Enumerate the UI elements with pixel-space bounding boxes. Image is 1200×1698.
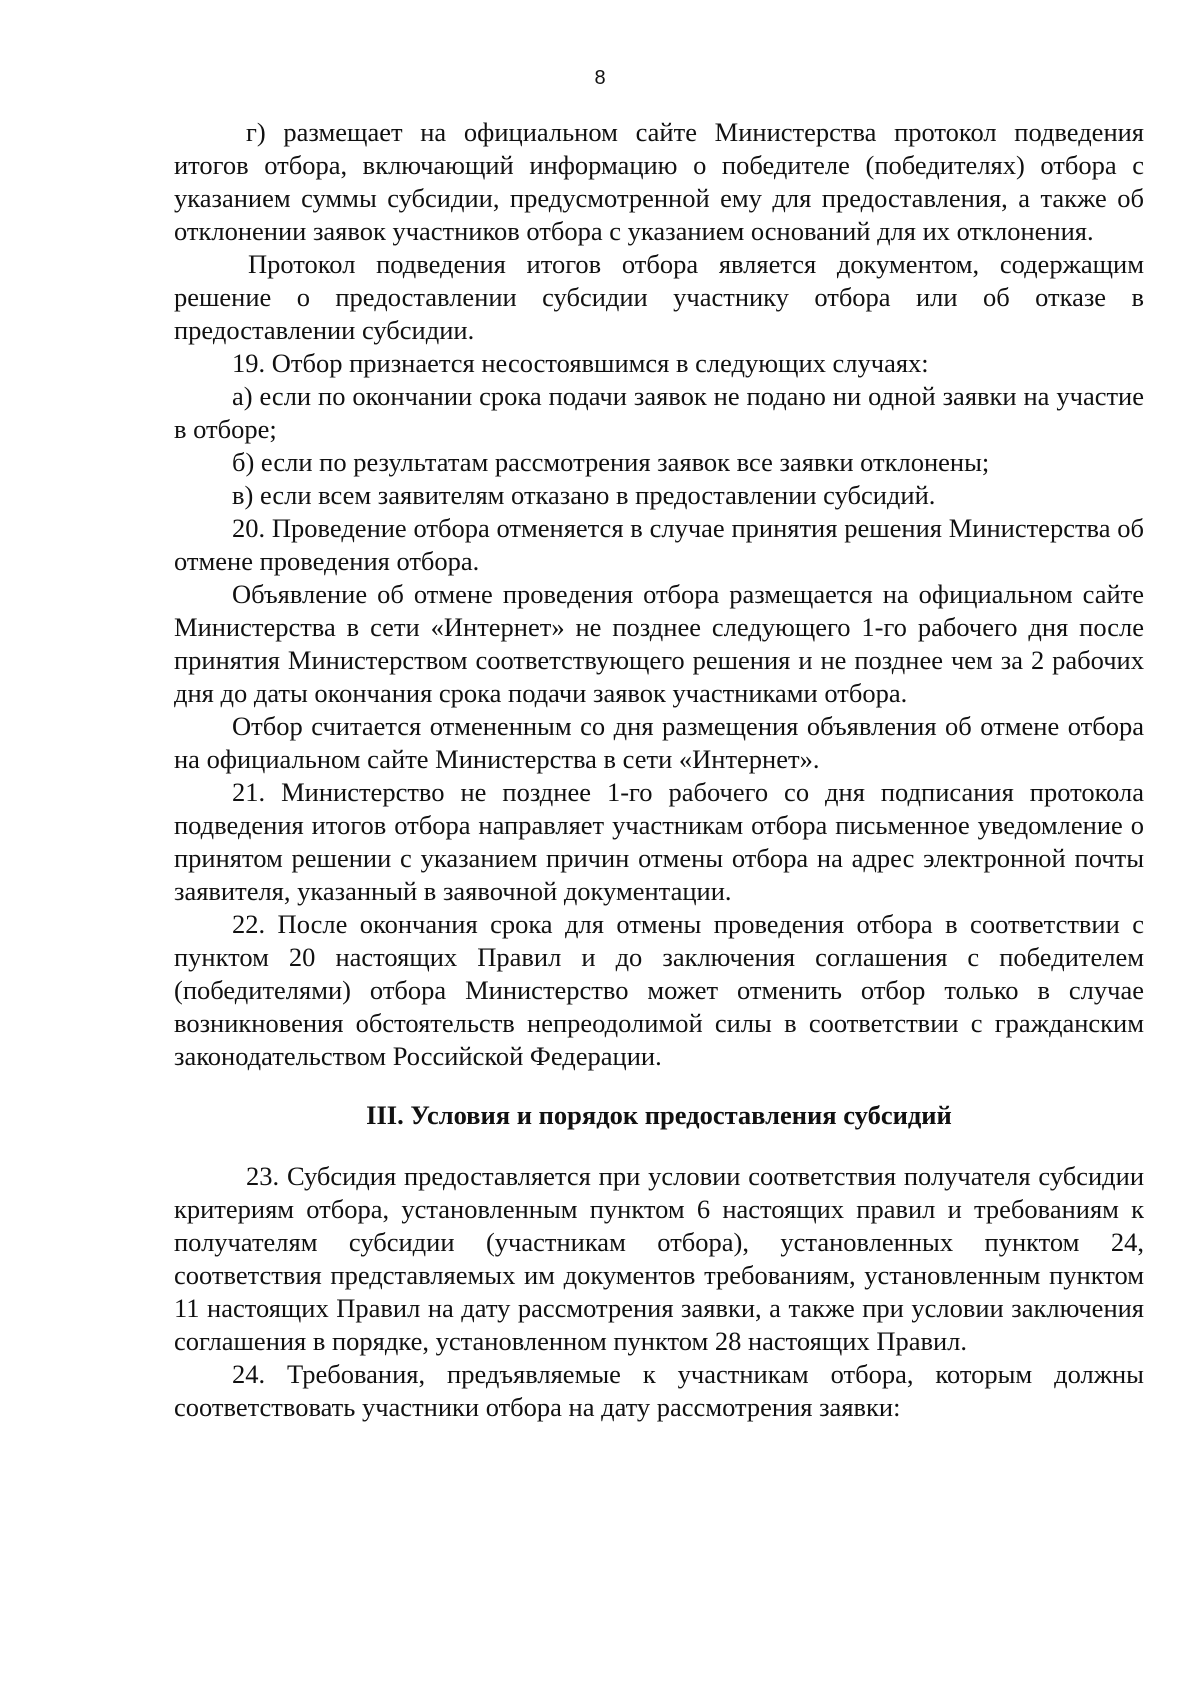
- paragraph: 19. Отбор признается несостоявшимся в следующих случаях:: [232, 348, 929, 378]
- section-heading: III. Условия и порядок предоставления субсидий: [366, 1100, 952, 1130]
- paragraph: Объявление об отмене проведения отбора размещается на официальном сайте Министерства в сети «Интернет» не позднее следующего 1-го рабочего дня после принятия Министерством соответствующего решения и не позднее чем за 2 рабочих дня до даты окончания срока подачи заявок участниками отбора.: [174, 579, 1144, 708]
- paragraph: б) если по результатам рассмотрения заявок все заявки отклонены;: [232, 447, 990, 477]
- paragraph: 20. Проведение отбора отменяется в случае принятия решения Министерства об отмене проведения отбора.: [174, 513, 1144, 576]
- paragraphs-before: [174, 116, 1144, 1073]
- page-number: 8: [594, 67, 606, 89]
- paragraph: 23. Субсидия предоставляется при условии соответствия получателя субсидии критериям отбора, установленным пунктом 6 настоящих правил и требованиям к получателям субсидии (участникам отбора), установленных пунктом 24, соответствия представляемых им документов требованиям, установленным пунктом 11 настоящих Правил на дату рассмотрения заявки, а также при условии заключения соглашения в порядке, установленном пунктом 28 настоящих Правил.: [174, 1161, 1144, 1356]
- paragraph: Протокол подведения итогов отбора является документом, содержащим решение о предоставлении субсидии участнику отбора или об отказе в предоставлении субсидии.: [174, 249, 1144, 345]
- paragraph: 24. Требования, предъявляемые к участникам отбора, которым должны соответствовать участники отбора на дату рассмотрения заявки:: [174, 1359, 1144, 1422]
- paragraph: г) размещает на официальном сайте Министерства протокол подведения итогов отбора, включающий информацию о победителе (победителях) отбора с указанием суммы субсидии, предусмотренной ему для предоставления, а также об отклонении заявок участников отбора с указанием оснований для их отклонения.: [174, 117, 1144, 246]
- paragraph: в) если всем заявителям отказано в предоставлении субсидий.: [232, 480, 936, 510]
- paragraph: Отбор считается отмененным со дня размещения объявления об отмене отбора на официальном сайте Министерства в сети «Интернет».: [174, 711, 1144, 774]
- paragraph: 21. Министерство не позднее 1-го рабочего со дня подписания протокола подведения итогов отбора направляет участникам отбора письменное уведомление о принятом решении с указанием причин отмены отбора на адрес электронной почты заявителя, указанный в заявочной документации.: [174, 777, 1144, 906]
- paragraph: а) если по окончании срока подачи заявок не подано ни одной заявки на участие в отборе;: [174, 381, 1144, 444]
- document-body: [174, 116, 1144, 1424]
- paragraphs-after: [174, 1160, 1144, 1424]
- paragraph: 22. После окончания срока для отмены проведения отбора в соответствии с пунктом 20 настоящих Правил и до заключения соглашения с победителем (победителями) отбора Министерство может отменить отбор только в случае возникновения обстоятельств непреодолимой силы в соответствии с гражданским законодательством Российской Федерации.: [174, 909, 1144, 1071]
